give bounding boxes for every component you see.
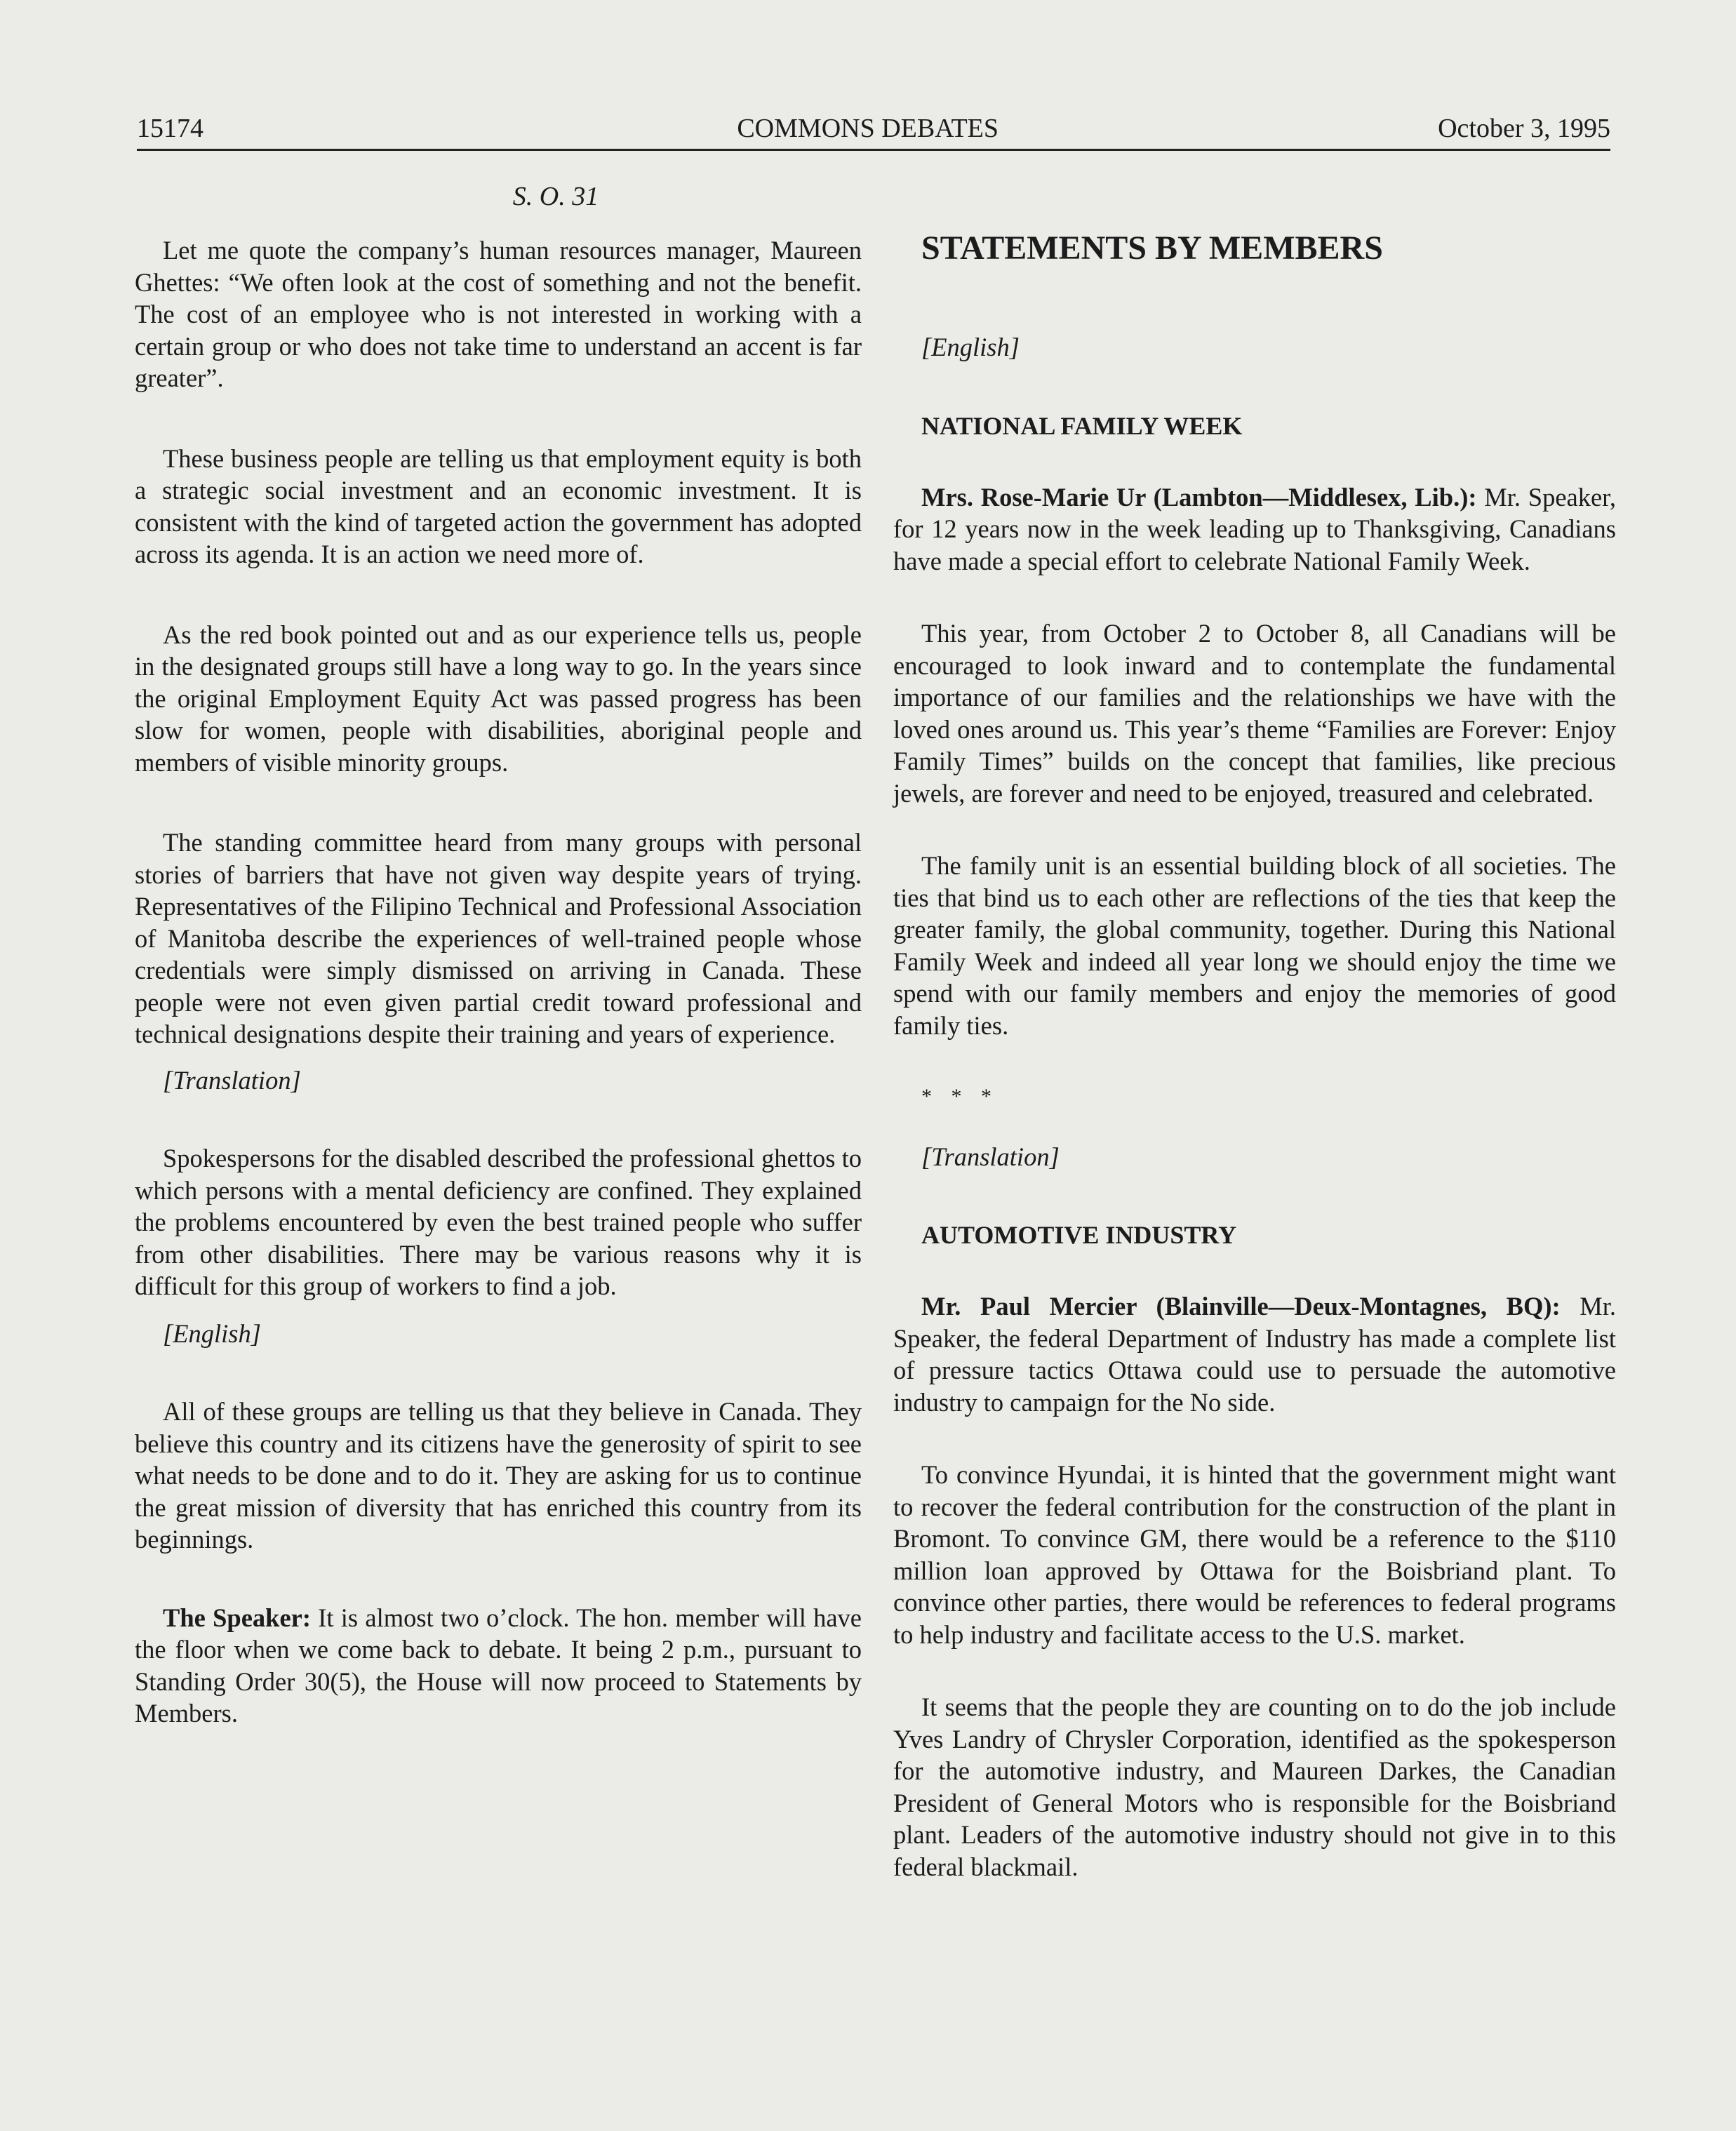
publication-title: COMMONS DEBATES xyxy=(737,114,999,143)
paragraph: It seems that the people they are counting on to do the job include Yves Landry of Chrysler Corporation, identified as the spokesperson for the automotive industry, and Maureen Darkes, the Canadian President of General Motors who is responsible for the Boisbriand plant. Leaders of the automotive industry should not give in to this federal blackmail. xyxy=(893,1692,1616,1881)
speaker-name: Mr. Paul Mercier (Blainville—Deux-Montagnes, BQ): xyxy=(921,1292,1561,1321)
paragraph: To convince Hyundai, it is hinted that the government might want to recover the federal contribution for the construction of the plant in Bromont. To convince GM, there would be a reference to the $110 million loan approved by Ottawa for the Boisbriand plant. To convince other parties, there would be references to federal programs to help industry and facilitate access to the U.S. market. xyxy=(893,1460,1616,1649)
paragraph: As the red book pointed out and as our experience tells us, people in the designated groups still have a long way to go. In the years since the original Employment Equity Act was passed progress has been slow for women, people with disabilities, aboriginal people and members of visible minority groups. xyxy=(135,620,862,777)
publication-date: October 3, 1995 xyxy=(1438,114,1610,143)
page-header xyxy=(137,111,1610,146)
paragraph: Let me quote the company’s human resources manager, Maureen Ghettes: “We often look at the cost of something and not the benefit. The cost of an employee who is not interested in working with a certain group or who does not take time to understand an accent is far greater”. xyxy=(135,236,862,392)
speaker-text: Mr. Speaker, the federal Department of Industry has made a complete list of pressure tactics Ottawa could use to persuade the automotive industry to campaign for the No side. xyxy=(893,1292,1617,1417)
speaker-paragraph xyxy=(893,1290,1616,1418)
right-column xyxy=(893,177,1616,1883)
paragraph: All of these groups are telling us that they believe in Canada. They believe this country and its citizens have the generosity of spirit to see what needs to be done and to do it. They are asking for us to continue the great mission of diversity that has enriched this country from its beginnings. xyxy=(135,1397,862,1554)
paragraph: The standing committee heard from many groups with personal stories of barriers that have not given way despite years of trying. Representatives of the Filipino Technical and Professional Association of Manitoba describe the experiences of well-trained people whose credentials were simply dismissed on arriving in Canada. These people were not even given partial credit toward professional and technical designations despite their training and years of experience. xyxy=(135,828,862,1048)
standing-order-label: S. O. 31 xyxy=(512,182,599,211)
paragraph: These business people are telling us that employment equity is both a strategic social investment and an economic investment. It is consistent with the kind of targeted action the government has adopted across its agenda. It is an action we need more of. xyxy=(135,443,862,568)
paragraph: The family unit is an essential building block of all societies. The ties that bind us to each other are reflections of the ties that keep the greater family, the global community, together. During this National Family Week and indeed all year long we should enjoy the time we spend with our family members and enjoy the memories of good family ties. xyxy=(893,851,1616,1040)
statement-heading: NATIONAL FAMILY WEEK xyxy=(921,411,1243,440)
language-tag-translation: [Translation] xyxy=(921,1142,1060,1171)
speaker-text: It is almost two o’clock. The hon. member will have the floor when we come back to debate. It being 2 p.m., pursuant to Standing Order 30(5), the House will now proceed to Statements by Members. xyxy=(135,1603,862,1728)
left-column xyxy=(135,177,862,1730)
language-tag-english: [English] xyxy=(921,333,1020,361)
speaker-paragraph xyxy=(135,1602,862,1730)
section-heading: STATEMENTS BY MEMBERS xyxy=(921,229,1383,267)
speaker-paragraph xyxy=(893,481,1616,577)
speaker-name: Mrs. Rose-Marie Ur (Lambton—Middlesex, Lib.): xyxy=(921,482,1477,512)
statement-heading: AUTOMOTIVE INDUSTRY xyxy=(921,1221,1237,1249)
header-rule xyxy=(137,149,1610,151)
paragraph: Spokespersons for the disabled described the professional ghettos to which persons with a mental deficiency are confined. They explained the problems encountered by even the best trained people who suffer from other disabilities. There may be various reasons why it is difficult for this group of workers to find a job. xyxy=(135,1144,862,1300)
paragraph: This year, from October 2 to October 8, all Canadians will be encouraged to look inward and to contemplate the fundamental importance of our families and the relationships we have with the loved ones around us. This year’s theme “Families are Forever: Enjoy Family Times” builds on the concept that families, like precious jewels, are forever and need to be enjoyed, treasured and celebrated. xyxy=(893,619,1616,808)
section-separator: * * * xyxy=(921,1085,999,1108)
page-number: 15174 xyxy=(137,114,203,143)
speaker-text: Mr. Speaker, for 12 years now in the week leading up to Thanksgiving, Canadians have made a special effort to celebrate National Family Week. xyxy=(893,482,1616,575)
speaker-name: The Speaker: xyxy=(163,1603,311,1632)
language-tag-translation: [Translation] xyxy=(163,1065,301,1095)
language-tag-english: [English] xyxy=(163,1318,261,1348)
